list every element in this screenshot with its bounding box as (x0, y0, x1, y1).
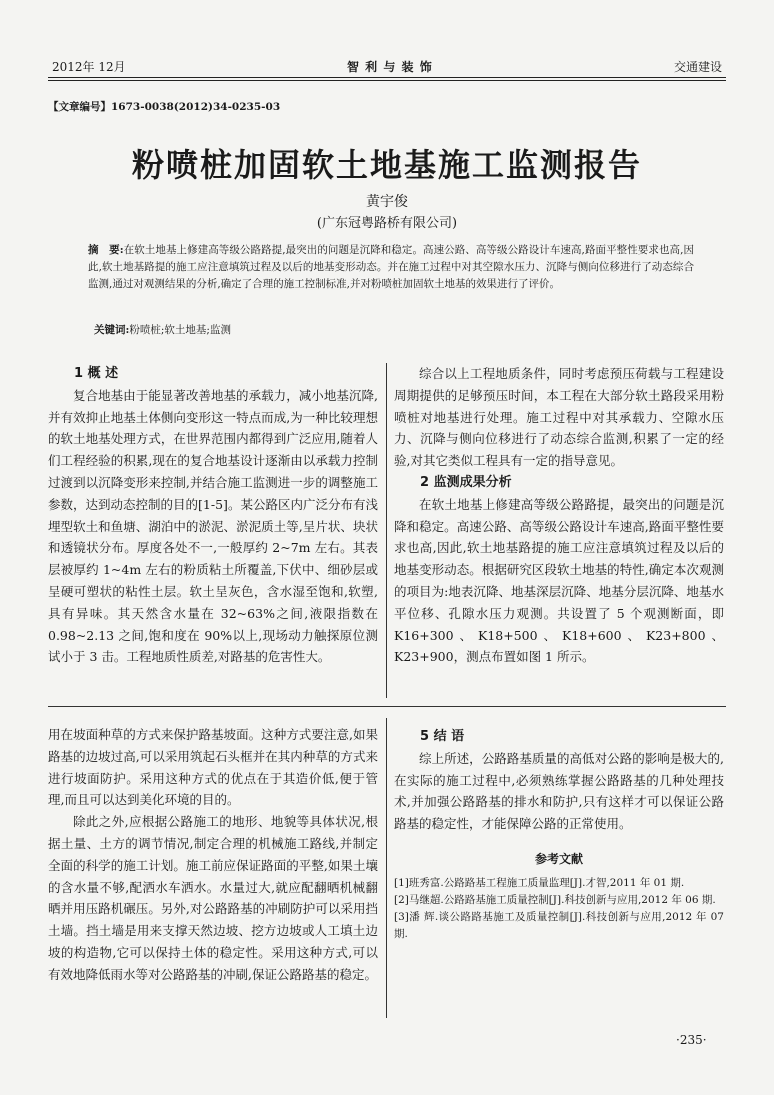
column-left-top (48, 363, 378, 668)
section-5-heading: 5 结 语 (420, 729, 465, 744)
reference-item: [3]潘 辉.谈公路路基施工及质量控制[J].科技创新与应用,2012 年 07 期. (394, 910, 724, 940)
page-number: ·235· (676, 1033, 707, 1047)
column-divider-top (386, 363, 387, 698)
header-section: 交通建设 (673, 60, 722, 74)
column-right-top (394, 363, 724, 668)
column-left-bottom (48, 724, 378, 986)
conclusion-paragraph: 综上所述，公路路基质量的高低对公路的影响是极大的,在实际的施工过程中,必须熟练掌握公路路基的几种处理技术,并加强公路路基的排水和防护,只有这样才可以保证公路路基的稳定性，才能保障公路的正常使用。 (394, 750, 724, 832)
header-rule-double (48, 80, 726, 81)
keywords-label: 关键词: (94, 324, 130, 336)
section-1-paragraph-2: 综合以上工程地质条件，同时考虑预压荷载与工程建设周期提供的足够预压时间，本工程在大部分软土路段采用粉喷桩对地基进行处理。施工过程中对其承载力、空隙水压力、沉降与侧向位移进行了动态综合监测,积累了一定的经验,对其它类似工程具有一定的指导意见。 (394, 366, 724, 469)
protection-paragraph: 除此之外,应根据公路施工的地形、地貌等具体状况,根据土量、土方的调节情况,制定合理的机械施工路线,并制定全面的科学的施工计划。施工前应保证路面的平整,如果土壤的含水量不够,配洒水车洒水。水量过大,就应配翻晒机械翻晒并用压路机碾压。另外,对公路路基的冲刷防护可以采用挡土墙。挡土墙是用来支撑天然边坡、挖方边坡或人工填土边坡的构造物,它可以保持土体的稳定性。采用这种方式,可以有效地降低雨水等对公路路基的冲刷,保证公路路基的稳定。 (48, 814, 378, 982)
section-2-paragraph-1: 在软土地基上修建高等级公路路提，最突出的问题是沉降和稳定。高速公路、高等级公路设计车速高,路面平整性要求也高,因此,软土地基路提的施工应注意填筑过程及以后的地基变形动态。根据研究区段软土地基的特性,确定本次观测的项目为:地表沉降、地基深层沉降、地基分层沉降、地基水平位移、孔隙水压力观测。共设置了 5 个观测断面，即 K16+300、K18+500、K18+600、K23+800、K23+900，测点布置如图 1 所示。 (394, 496, 724, 665)
continued-paragraph: 用在坡面种草的方式来保护路基坡面。这种方式要注意,如果路基的边坡过高,可以采用筑起石头框并在其内种草的方式来进行坡面防护。采用这种方式的优点在于其造价低,便于管理,而且可以达到美化环境的目的。 (48, 727, 378, 808)
section-2-heading: 2 监测成果分析 (420, 474, 512, 490)
references-heading: 参考文献 (534, 851, 583, 866)
section-1-heading: 1 概 述 (74, 366, 119, 381)
abstract-text: 在软土地基上修建高等级公路路提,最突出的问题是沉降和稳定。高速公路、高等级公路设计车速高,路面平整性要求也高,因此,软土地基路提的施工应注意填筑过程及以后的地基变形动态。并在施工过程中对其空隙水压力、沉降与侧向位移进行了动态综合监测,通过对观测结果的分析,确定了合理的施工控制标准,并对粉喷桩加固软土地基的效果进行了评价。 (88, 244, 694, 290)
article-title: 粉喷桩加固软土地基施工监测报告 (131, 146, 642, 184)
abstract (88, 242, 694, 293)
reference-item: [2]马继超.公路路基施工质量控制[J].科技创新与应用,2012 年 06 期. (394, 893, 716, 906)
section-1-paragraph-1: 复合地基由于能显著改善地基的承载力，减小地基沉降,并有效抑止地基土体侧向变形这一特点而成,为一种比较理想的软土地基处理方式，在世界范围内都得到广泛应用,随着人们工程经验的积累,现在的复合地基设计逐渐由以承载力控制过渡到以沉降变形来控制,并结合施工监测进一步的调整施工参数，达到动态控制的目的[1-5]。某公路区内广泛分布有浅埋型软土和鱼塘、湖泊中的淤泥、淤泥质土等,呈片状、块状和透镜状分布。厚度各处不一,一般厚约 2~7m 左右。其表层被厚约 1~4m 左右的粉质粘土所覆盖,下伏中、细砂层或呈硬可塑状的粘性土层。软土呈灰色，含水湿至饱和,软塑,具有异味。其天然含水量在 32~63%之间,液限指数在 0.98~2.13 之间,饱和度在 90%以上,现场动力触探原位测试小于 3 击。工程地质性质差,对路基的危害性大。 (48, 387, 378, 665)
reference-item: [1]班秀富.公路路基工程施工质量监理[J].才智,2011 年 01 期. (394, 876, 685, 889)
abstract-label: 摘 要: (88, 244, 124, 256)
column-divider-bottom (386, 718, 387, 1018)
affiliation: (广东冠粤路桥有限公司) (316, 216, 458, 231)
header-journal-name: 智 利 与 装 饰 (347, 60, 433, 74)
section-break-rule (48, 706, 726, 707)
column-right-bottom (394, 726, 724, 943)
keywords (94, 322, 694, 337)
article-number: 【文章编号】1673-0038(2012)34-0235-03 (48, 101, 281, 113)
keywords-text: 粉喷桩;软土地基;监测 (129, 324, 231, 336)
header-rule (48, 77, 726, 78)
author: 黄宇俊 (366, 194, 408, 210)
header-date: 2012年 12月 (52, 60, 126, 74)
